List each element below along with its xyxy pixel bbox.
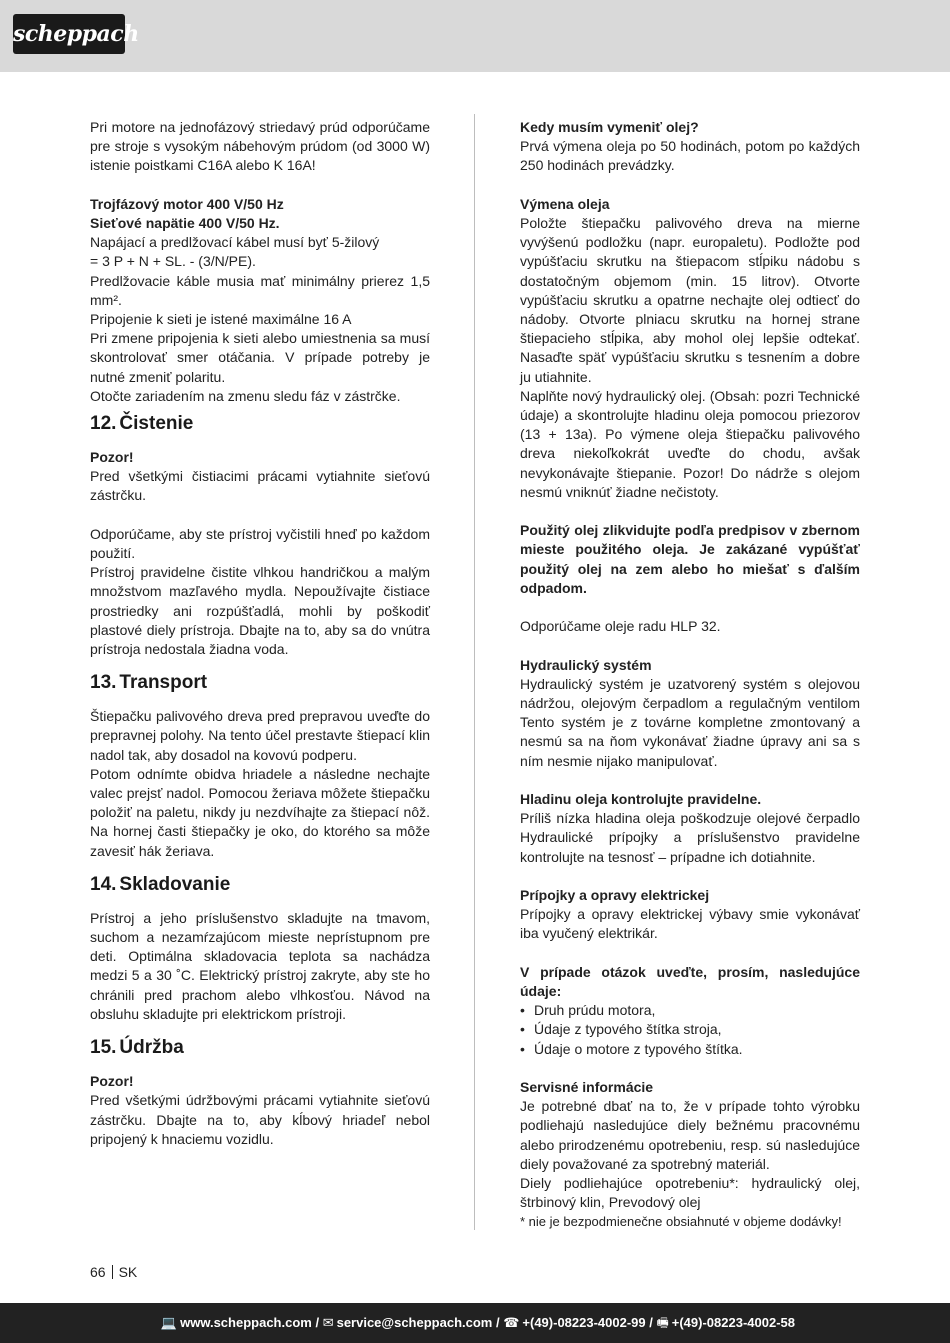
- oil-change-text: Naplňte nový hydraulický olej. (Obsah: pozri Technické údaje) a skontrolujte hladinu oleja pomocou priezorov (13 + 13a). Po výmene oleja štiepačku palivového dreva niekoľkokrát uveďte do chodu, avšak nevykonávajte štiepanie. Pozor! Do nádrže s olejom nesmú vniknúť žiadne nečistoty.: [520, 387, 860, 500]
- intro-text: Pri motore na jednofázový striedavý prúd odporúčame pre stroje s vysokým nábehovým prúdom (od 3000 W) istenie poistkami C16A alebo K 16A!: [90, 119, 430, 174]
- footer-email: service@scheppach.com: [336, 1315, 493, 1330]
- computer-icon: 💻: [160, 1315, 178, 1330]
- transport-text: Štiepačku palivového dreva pred prepravou uveďte do prepravnej polohy. Na tento účel prestavte štiepací klin nadol tak, aby dosadol na kovovú podperu.: [90, 708, 430, 763]
- questions-list: [520, 1001, 860, 1059]
- footer-website: www.scheppach.com: [180, 1315, 312, 1330]
- section-heading-cleaning: 12. Čistenie: [90, 413, 194, 435]
- page-number-value: 66: [90, 1264, 106, 1280]
- section-heading-storage: 14. Skladovanie: [90, 873, 231, 895]
- oil-change-when-title: Kedy musím vymeniť olej?: [520, 119, 699, 135]
- oil-change-when-text: Prvá výmena oleja po 50 hodinách, potom po každých 250 hodinách prevádzky.: [520, 138, 860, 174]
- list-item: • Údaje o motore z typového štítka.: [520, 1040, 860, 1059]
- transport-text: Potom odnímte obidva hriadele a následne nechajte valec prejsť nadol. Pomocou žeriava môžete štiepačku položiť na paletu, nikdy ju nezdvíhajte za štiepací nôž. Na hornej časti štiepačky je oko, do ktorého sa môže zavesiť hák žeriava.: [90, 765, 430, 859]
- scheppach-logo: [13, 14, 139, 54]
- oil-level-text: Príliš nízka hladina oleja poškodzuje olejové čerpadlo Hydraulické prípojky a príslušenstvo pravidelne kontrolujte na tesnosť – prípadne ich dotiahnite.: [520, 810, 860, 865]
- service-info-text: Je potrebné dbať na to, že v prípade tohto výrobku podliehajú nasledujúce diely bežnému pracovnému alebo prirodzenému opotrebeniu, resp. sú nasledujúce diely považované za spotrebný materiál.: [520, 1098, 860, 1172]
- warning-title: Pozor!: [90, 449, 134, 466]
- cable-formula: = 3 P + N + SL. - (3/N/PE).: [90, 253, 256, 270]
- hydraulic-system-text: Hydraulický systém je uzatvorený systém s olejovou nádržou, olejovým čerpadlom a regulačným ventilom Tento systém je z továrne kompletne zmontovaný a nesmú sa na ňom vykonávať žiadne úpravy ani sa s ním nesmie nijako manipulovať.: [520, 675, 860, 769]
- page-number: [90, 1264, 137, 1280]
- column-divider: [474, 114, 475, 1230]
- hydraulic-system-title: Hydraulický systém: [520, 656, 652, 673]
- warning-text: Pred všetkými čistiacimi prácami vytiahnite sieťovú zástrčku.: [90, 468, 430, 504]
- rotation-check: Pri zmene pripojenia k sieti alebo umiestnenia sa musí skontrolovať smer otáčania. V prípade potreby je nutné zmeniť polaritu.: [90, 330, 430, 385]
- oil-change-title: Výmena oleja: [520, 195, 610, 212]
- wear-parts-text: Diely podliehajúce opotrebeniu*: hydraulický olej, štrbinový klin, Prevodový olej: [520, 1175, 860, 1211]
- section-heading-maintenance: 15. Údržba: [90, 1037, 184, 1059]
- delivery-note: * nie je bezpodmienečne obsiahnuté v objeme dodávky!: [520, 1214, 842, 1230]
- oil-recommendation: Odporúčame oleje radu HLP 32.: [520, 618, 721, 635]
- mains-voltage-title: Sieťové napätie 400 V/50 Hz.: [90, 215, 280, 231]
- oil-change-text: Položte štiepačku palivového dreva na mierne vyvýšenú podložku (napr. europaletu). Podložte pod vypúšťaciu skrutku na štiepacom stĺpiku nádobu s dostatočným objemom (min. 15 litrov). Otvorte vypúšťaciu skrutku a opatrne nechajte olej odtiecť do nádoby. Otvorte plniacu skrutku na hornej strane štiepacieho stĺpika, aby mohol olej lepšie odtekať. Nasaďte späť vypúšťaciu skrutku s tesnením a dobre ju utiahnite.: [520, 215, 860, 385]
- fuse-info: Pripojenie k sieti je istené maximálne 16 A: [90, 311, 352, 328]
- storage-text: Prístroj a jeho príslušenstvo skladujte na tmavom, suchom a nezamŕzajúcom mieste neprístupnom pre deti. Optimálna skladovacia teplota sa nachádza medzi 5 a 30 ˚C. Elektrický prístroj zakryte, aby ste ho chránili pred prachom alebo vlhkosťou. Návod na obsluhu skladujte pri elektrickom prístroji.: [90, 909, 430, 1022]
- warning-text: Pred všetkými údržbovými prácami vytiahnite sieťovú zástrčku. Dbajte na to, aby kĺbový hriadeľ nebol pripojený k hnaciemu vozidlu.: [90, 1092, 430, 1147]
- fax-icon: 🖷: [656, 1315, 669, 1330]
- warning-title: Pozor!: [90, 1073, 134, 1090]
- phone-icon: ☎: [503, 1315, 520, 1330]
- cleaning-text: Odporúčame, aby ste prístroj vyčistili hneď po každom použití.: [90, 525, 430, 562]
- electrical-title: Prípojky a opravy elektrickej: [520, 887, 710, 904]
- left-column: [90, 118, 430, 1149]
- oil-level-title: Hladinu oleja kontrolujte pravidelne.: [520, 791, 762, 808]
- cleaning-text: Prístroj pravidelne čistite vlhkou handričkou a malým množstvom mazľavého mydla. Nepoužívajte čistiace prostriedky ani rozpúšťadlá, mohli by poškodiť plastové diely prístroja. Dbajte na to, aby sa do vnútra prístroja nedostala žiadna voda.: [90, 564, 430, 658]
- footer-phone: +(49)-08223-4002-99: [522, 1315, 646, 1330]
- cable-line: Napájací a predlžovací kábel musí byť 5-žilový: [90, 234, 380, 251]
- footer-fax: +(49)-08223-4002-58: [671, 1315, 795, 1330]
- footer-contact: 💻 www.scheppach.com / ✉ service@scheppach.com / ☎ +(49)-08223-4002-99 / 🖷 +(49)-08223-4002-58: [160, 1315, 795, 1330]
- section-heading-transport: 13. Transport: [90, 672, 208, 694]
- list-item: • Druh prúdu motora,: [520, 1001, 860, 1020]
- logo-text: scheppach: [13, 21, 139, 47]
- phase-sequence: Otočte zariadením na zmenu sledu fáz v zástrčke.: [90, 387, 401, 404]
- page-language: SK: [118, 1264, 138, 1280]
- three-phase-title: Trojfázový motor 400 V/50 Hz: [90, 195, 284, 212]
- right-column: [520, 118, 860, 1232]
- list-item: • Údaje z typového štítka stroja,: [520, 1020, 860, 1039]
- service-info-title: Servisné informácie: [520, 1079, 654, 1096]
- electrical-text: Prípojky a opravy elektrickej výbavy smie vykonávať iba vyučený elektrikár.: [520, 906, 860, 942]
- oil-disposal-text: Použitý olej zlikvidujte podľa predpisov v zbernom mieste použitého oleja. Je zakázané vypúšťať použitý olej na zem alebo ho miešať s ďalším odpadom.: [520, 522, 860, 596]
- page-footer: [0, 1303, 950, 1343]
- page-header: [0, 0, 950, 72]
- questions-title: V prípade otázok uveďte, prosím, nasledujúce údaje:: [520, 963, 860, 1000]
- cable-cross-section: Predlžovacie káble musia mať minimálny prierez 1,5 mm².: [90, 272, 430, 308]
- mail-icon: ✉: [322, 1315, 334, 1330]
